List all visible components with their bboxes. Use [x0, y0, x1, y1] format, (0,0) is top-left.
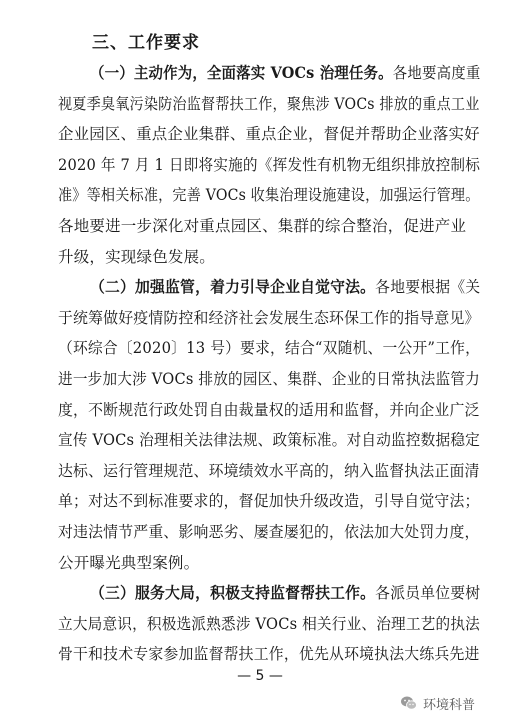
line-text: 各地要进一步深化对重点园区、集群的综合整治，促进产业 — [58, 217, 467, 235]
section-title: 三、工作要求 — [92, 33, 200, 53]
line-text: 各地要高度重 — [392, 64, 481, 82]
line-text: 立大局意识，积极选派熟悉涉 VOCs 相关行业、治理工艺的执法 — [58, 614, 480, 633]
line-text: 于统筹做好疫情防控和经济社会发展生态环保工作的指导意见》 — [58, 308, 480, 327]
line-text: 准》等相关标准，完善 VOCs 收集治理设施建设，加强运行管理。 — [58, 186, 480, 205]
text-line — [58, 333, 480, 363]
text-line — [90, 58, 480, 88]
paragraph-lead: （三）服务大局，积极支持监督帮扶工作。 — [90, 583, 376, 603]
text-line — [58, 150, 480, 180]
wechat-icon — [400, 694, 418, 712]
line-text: 各派员单位要树 — [375, 584, 481, 603]
text-line — [58, 242, 215, 272]
line-text: 视夏季臭氧污染防治监督帮扶工作，聚焦涉 VOCs 排放的重点工业 — [58, 94, 480, 113]
text-line — [58, 548, 199, 578]
line-text: 骨干和技术专家参加监督帮扶工作，优先从环境执法大练兵先进 — [58, 645, 480, 664]
line-text: 升级，实现绿色发展。 — [58, 247, 216, 266]
text-line — [90, 578, 480, 608]
line-text: 宣传 VOCs 治理相关法律法规、政策标准。对自动监控数据稳定 — [58, 431, 480, 450]
line-text: 度，不断规范行政处罚自由裁量权的适用和监督，并向企业广泛 — [58, 400, 480, 419]
text-line — [58, 180, 480, 210]
line-text: 对违法情节严重、影响恶劣、屡查屡犯的，依法加大处罚力度， — [58, 523, 480, 541]
text-line — [58, 517, 480, 547]
text-line — [90, 272, 480, 302]
text-line — [58, 395, 480, 425]
page-number: — 5 — — [237, 668, 283, 684]
text-line — [58, 639, 480, 669]
text-line — [58, 364, 480, 394]
line-text: 公开曝光典型案例。 — [58, 553, 200, 572]
line-text: （环综合〔2020〕13 号）要求，结合“双随机、一公开”工作， — [58, 339, 481, 358]
text-line — [58, 609, 480, 639]
line-text: 单；对达不到标准要求的，督促加快升级改造，引导自觉守法； — [58, 492, 480, 511]
text-line — [58, 303, 480, 333]
line-text: 各地要根据《关 — [375, 278, 481, 297]
text-line — [58, 486, 480, 516]
text-line — [58, 211, 466, 241]
paragraph-lead: （二）加强监管，着力引导企业自觉守法。 — [90, 277, 376, 297]
paragraph-lead: （一）主动作为，全面落实 VOCs 治理任务。 — [90, 63, 393, 82]
line-text: 进一步加大涉 VOCs 排放的园区、集群、企业的日常执法监管力 — [58, 370, 480, 388]
line-text: 2020 年 7 月 1 日即将实施的《挥发性有机物无组织排放控制标 — [58, 155, 481, 174]
watermark-text: 环境科普 — [423, 697, 476, 713]
text-line — [58, 425, 480, 455]
line-text: 达标、运行管理规范、环境绩效水平高的，纳入监督执法正面清 — [58, 461, 480, 480]
text-line — [58, 456, 480, 486]
text-line — [58, 119, 480, 149]
text-line — [58, 89, 480, 119]
line-text: 企业园区、重点企业集群、重点企业，督促并帮助企业落实好 — [58, 125, 480, 144]
watermark — [400, 693, 475, 713]
